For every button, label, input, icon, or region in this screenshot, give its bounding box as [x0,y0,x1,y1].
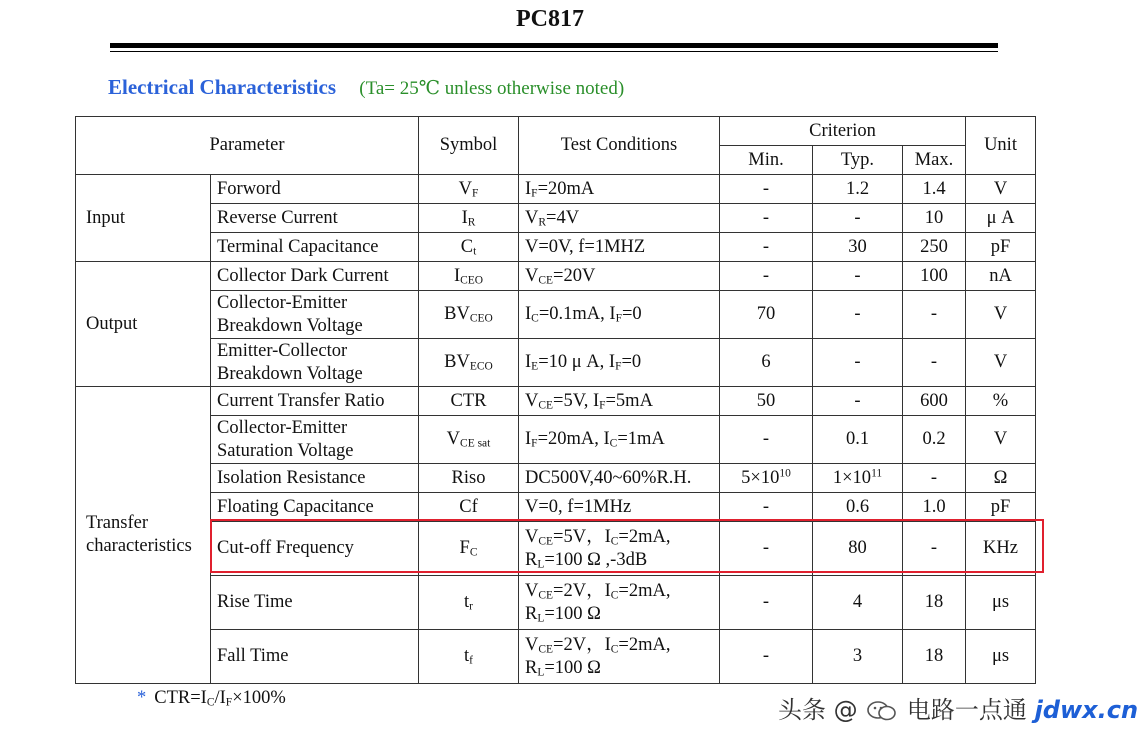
condition-cell: $I_F=20mA$ [519,175,720,204]
condition-cell: $V_{CE}=20V$ [519,262,720,291]
min-cell: - [720,233,813,262]
condition-cell: $I_F=20mA$, $I_C=1mA$ [519,416,720,464]
min-cell: - [720,416,813,464]
typ-cell: 0.6 [813,493,903,522]
table-row [76,339,1036,387]
unit-cell: μ A [966,204,1036,233]
table-row [76,493,1036,522]
typ-cell: 0.1 [813,416,903,464]
section-title: Electrical Characteristics [108,75,336,99]
unit-cell: % [966,387,1036,416]
typ-cell: - [813,291,903,339]
typ-cell: 30 [813,233,903,262]
header-parameter: Parameter [76,117,419,175]
table-row [76,630,1036,684]
unit-cell: V [966,291,1036,339]
header-typ: Typ. [813,146,903,175]
watermark-site: jdwx.cn [1034,696,1138,724]
max-cell: - [903,464,966,493]
symbol-cell: $F_C$ [419,522,519,576]
unit-cell: V [966,339,1036,387]
condition-cell: V=0V, f=1MHZ [519,233,720,262]
max-cell: 600 [903,387,966,416]
min-cell: - [720,576,813,630]
param-cell: Emitter-Collector Breakdown Voltage [211,339,419,387]
condition-cell: $V_R=4V$ [519,204,720,233]
min-cell: - [720,262,813,291]
param-cell: Collector-Emitter Saturation Voltage [211,416,419,464]
group-input: Input [76,175,211,262]
wechat-icon [867,700,897,722]
header-criterion: Criterion [720,117,966,146]
symbol-cell: $BV_{CEO}$ [419,291,519,339]
table-row [76,204,1036,233]
unit-cell: V [966,175,1036,204]
param-cell: Collector-Emitter Breakdown Voltage [211,291,419,339]
min-cell: $5\times 10^{10}$ [720,464,813,493]
min-cell: 50 [720,387,813,416]
title-rule-thin [110,51,998,52]
param-cell: Reverse Current [211,204,419,233]
max-cell: 18 [903,576,966,630]
section-heading [108,75,624,100]
watermark-account: 电路一点通 [906,696,1027,724]
unit-cell: pF [966,233,1036,262]
condition-cell: $I_E=10$ μ A, $I_F=0$ [519,339,720,387]
symbol-cell: Cf [419,493,519,522]
max-cell: 100 [903,262,966,291]
param-cell: Fall Time [211,630,419,684]
max-cell: - [903,291,966,339]
unit-cell: μs [966,576,1036,630]
header-unit: Unit [966,117,1036,175]
condition-cell: $V_{CE}=5V$, $I_F=5mA$ [519,387,720,416]
max-cell: 0.2 [903,416,966,464]
typ-cell: - [813,262,903,291]
group-transfer: Transfer characteristics [76,387,211,684]
section-subtitle: (Ta= 25℃ unless otherwise noted) [359,78,625,99]
unit-cell: μs [966,630,1036,684]
param-cell: Forword [211,175,419,204]
param-cell: Rise Time [211,576,419,630]
param-cell: Isolation Resistance [211,464,419,493]
condition-cell: $V_{CE}=2V$，$I_C=2mA$, $R_L=100$ Ω [519,630,720,684]
header-symbol: Symbol [419,117,519,175]
footnote [137,688,286,709]
typ-cell: - [813,387,903,416]
typ-cell: 4 [813,576,903,630]
header-test-conditions: Test Conditions [519,117,720,175]
min-cell: - [720,630,813,684]
typ-cell: $1\times 10^{11}$ [813,464,903,493]
min-cell: - [720,522,813,576]
table-row [76,175,1036,204]
min-cell: - [720,493,813,522]
symbol-cell: $V_{CE sat}$ [419,416,519,464]
typ-cell: 1.2 [813,175,903,204]
max-cell: - [903,339,966,387]
max-cell: 18 [903,630,966,684]
param-cell: Current Transfer Ratio [211,387,419,416]
group-output: Output [76,262,211,387]
param-cell: Floating Capacitance [211,493,419,522]
max-cell: - [903,522,966,576]
param-cell: Cut-off Frequency [211,522,419,576]
symbol-cell: $t_r$ [419,576,519,630]
symbol-cell: $I_{CEO}$ [419,262,519,291]
max-cell: 250 [903,233,966,262]
condition-cell: $I_C=0.1mA$, $I_F=0$ [519,291,720,339]
header-max: Max. [903,146,966,175]
typ-cell: - [813,339,903,387]
watermark [778,690,1138,725]
typ-cell: 3 [813,630,903,684]
typ-cell: 80 [813,522,903,576]
max-cell: 1.4 [903,175,966,204]
min-cell: - [720,175,813,204]
document-title: PC817 [516,6,584,32]
symbol-cell: $V_F$ [419,175,519,204]
min-cell: - [720,204,813,233]
condition-cell: DC500V,40~60%R.H. [519,464,720,493]
condition-cell: $V_{CE}=2V$，$I_C=2mA$, $R_L=100$ Ω [519,576,720,630]
table-row [76,387,1036,416]
unit-cell: Ω [966,464,1036,493]
unit-cell: V [966,416,1036,464]
typ-cell: - [813,204,903,233]
footnote-formula: $CTR=I_C/I_F\times 100\%$ [154,688,286,709]
max-cell: 10 [903,204,966,233]
unit-cell: nA [966,262,1036,291]
unit-cell: KHz [966,522,1036,576]
title-rule-thick [110,43,998,48]
param-cell: Terminal Capacitance [211,233,419,262]
table-row [76,291,1036,339]
table-row [76,522,1036,576]
param-cell: Collector Dark Current [211,262,419,291]
max-cell: 1.0 [903,493,966,522]
symbol-cell: $t_f$ [419,630,519,684]
table-row [76,416,1036,464]
symbol-cell: Riso [419,464,519,493]
symbol-cell: $C_t$ [419,233,519,262]
table-row [76,464,1036,493]
min-cell: 70 [720,291,813,339]
footnote-asterisk: * [137,688,147,708]
symbol-cell: CTR [419,387,519,416]
symbol-cell: $BV_{ECO}$ [419,339,519,387]
condition-cell: $V_{CE}=5V$，$I_C=2mA$, $R_L=100$ Ω ,-3dB [519,522,720,576]
watermark-prefix: 头条 @ [778,696,858,724]
electrical-characteristics-table [75,116,1036,684]
table-row [76,576,1036,630]
table-row [76,262,1036,291]
symbol-cell: $I_R$ [419,204,519,233]
table-row [76,233,1036,262]
min-cell: 6 [720,339,813,387]
table-header-row [76,117,1036,146]
header-min: Min. [720,146,813,175]
unit-cell: pF [966,493,1036,522]
condition-cell: V=0, f=1MHz [519,493,720,522]
